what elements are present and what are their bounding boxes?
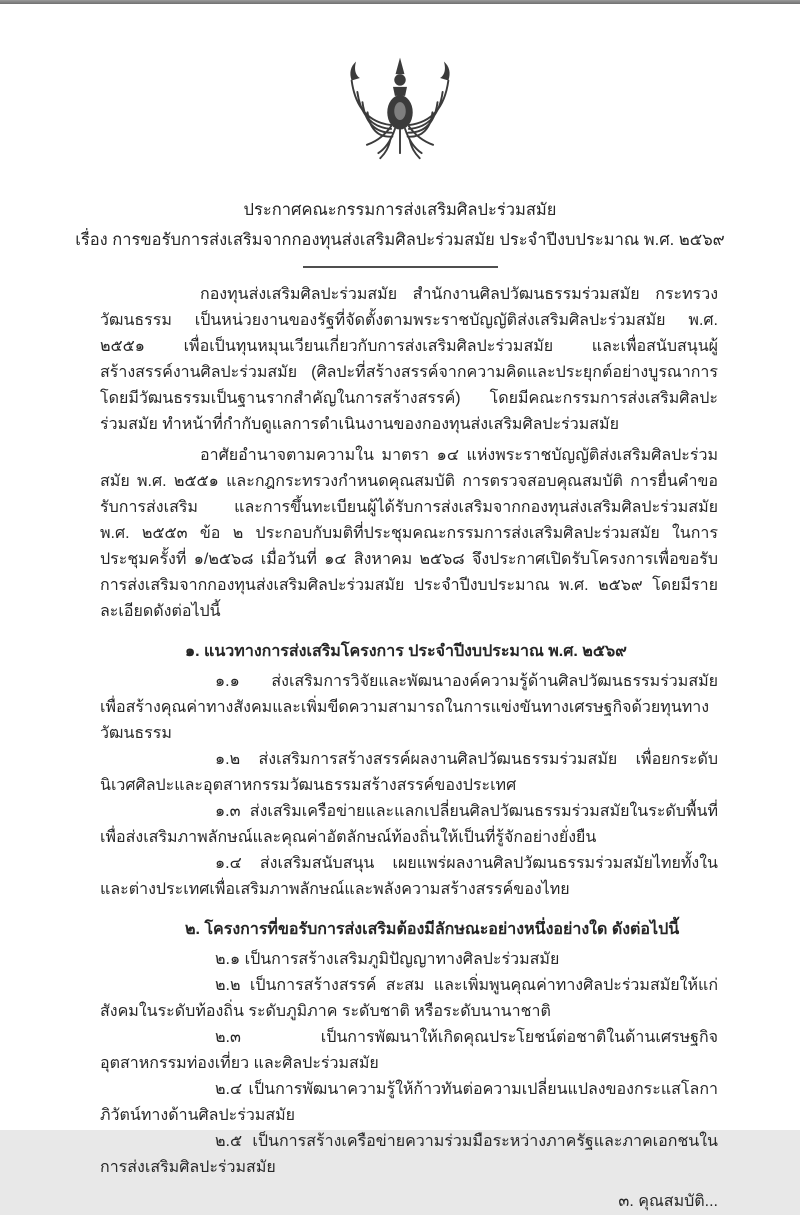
- section-2-heading: ๒. โครงการที่ขอรับการส่งเสริมต้องมีลักษณะอย่างหนึ่งอย่างใด ดังต่อไปนี้: [185, 921, 680, 938]
- section-1-item-1: ๑.๑ ส่งเสริมการวิจัยและพัฒนาองค์ความรู้ด้านศิลปวัฒนธรรมร่วมสมัย เพื่อสร้างคุณค่าทางสังคมและเพิ่มขีดความสามารถในการแข่งขันทางเศรษฐกิจด้วยทุนทางวัฒนธรรม: [100, 673, 718, 742]
- paragraph-authority: อาศัยอำนาจตามความใน มาตรา ๑๔ แห่งพระราชบัญญัติส่งเสริมศิลปะร่วมสมัย พ.ศ. ๒๕๕๑ และกฎกระทรวงกำหนดคุณสมบัติ การตรวจสอบคุณสมบัติ การยื่นคำขอรับการส่งเสริม และการขึ้นทะเบียนผู้ได้รับการส่งเสริมจากกองทุนส่งเสริมศิลปะร่วมสมัย พ.ศ. ๒๕๕๓ ข้อ ๒ ประกอบกับมติที่ประชุมคณะกรรมการส่งเสริมศิลปะร่วมสมัย ในการประชุมครั้งที่ ๑/๒๕๖๘ เมื่อวันที่ ๑๔ สิงหาคม ๒๕๖๘ จึงประกาศเปิดรับโครงการเพื่อขอรับการส่งเสริมจากกองทุนส่งเสริมศิลปะร่วมสมัย ประจำปีงบประมาณ พ.ศ. ๒๕๖๙ โดยมีรายละเอียดดังต่อไปนี้: [100, 447, 718, 620]
- section-2-item-4: ๒.๔ เป็นการพัฒนาความรู้ให้ก้าวทันต่อความเปลี่ยนแปลงของกระแสโลกาภิวัตน์ทางด้านศิลปะร่วมสมัย: [100, 1081, 718, 1124]
- announcement-title: ประกาศคณะกรรมการส่งเสริมศิลปะร่วมสมัย: [243, 201, 557, 219]
- section-1-item-2: ๑.๒ ส่งเสริมการสร้างสรรค์ผลงานศิลปวัฒนธรรมร่วมสมัย เพื่อยกระดับนิเวศศิลปะและอุตสาหกรรมวัฒนธรรมสร้างสรรค์ของประเทศ: [100, 751, 718, 794]
- section-2-item-3: ๒.๓ เป็นการพัฒนาให้เกิดคุณประโยชน์ต่อชาติในด้านเศรษฐกิจ อุตสาหกรรมท่องเที่ยว และศิลปะร่วมสมัย: [100, 1029, 718, 1072]
- section-2-item-1: ๒.๑ เป็นการสร้างเสริมภูมิปัญญาทางศิลปะร่วมสมัย: [215, 951, 560, 968]
- subject-line: เรื่อง การขอรับการส่งเสริมจากกองทุนส่งเสริมศิลปะร่วมสมัย ประจำปีงบประมาณ พ.ศ. ๒๕๖๙: [75, 231, 725, 249]
- section-2-item-2: ๒.๒ เป็นการสร้างสรรค์ สะสม และเพิ่มพูนคุณค่าทางศิลปะร่วมสมัยให้แก่สังคมในระดับท้องถิ่น ระดับภูมิภาค ระดับชาติ หรือระดับนานาชาติ: [100, 977, 718, 1020]
- section-1-item-3: ๑.๓ ส่งเสริมเครือข่ายและแลกเปลี่ยนศิลปวัฒนธรรมร่วมสมัยในระดับพื้นที่ เพื่อส่งเสริมภาพลักษณ์และคุณค่าอัตลักษณ์ท้องถิ่นให้เป็นที่รู้จักอย่างยั่งยืน: [100, 803, 718, 846]
- scan-edge-artifact: [0, 0, 800, 4]
- page-continuation-marker: ๓. คุณสมบัติ...: [618, 1193, 718, 1210]
- section-2-item-5: ๒.๕ เป็นการสร้างเครือข่ายความร่วมมือระหว่างภาครัฐและภาคเอกชนในการส่งเสริมศิลปะร่วมสมัย: [100, 1133, 718, 1176]
- document-header: [0, 195, 800, 255]
- garuda-emblem-icon: [330, 56, 470, 184]
- paragraph-preamble: กองทุนส่งเสริมศิลปะร่วมสมัย สำนักงานศิลปวัฒนธรรมร่วมสมัย กระทรวงวัฒนธรรม เป็นหน่วยงานของรัฐที่จัดตั้งตามพระราชบัญญัติส่งเสริมศิลปะร่วมสมัย พ.ศ. ๒๕๕๑ เพื่อเป็นทุนหมุนเวียนเกี่ยวกับการส่งเสริมศิลปะร่วมสมัย และเพื่อสนับสนุนผู้สร้างสรรค์งานศิลปะร่วมสมัย (ศิลปะที่สร้างสรรค์จากความคิดและประยุกต์อย่างบูรณาการ โดยมีวัฒนธรรมเป็นฐานรากสำคัญในการสร้างสรรค์) โดยมีคณะกรรมการส่งเสริมศิลปะร่วมสมัย ทำหน้าที่กำกับดูแลการดำเนินงานของกองทุนส่งเสริมศิลปะร่วมสมัย: [100, 286, 718, 433]
- section-1-item-4: ๑.๔ ส่งเสริมสนับสนุน เผยแพร่ผลงานศิลปวัฒนธรรมร่วมสมัยไทยทั้งในและต่างประเทศเพื่อเสริมภาพลักษณ์และพลังความสร้างสรรค์ของไทย: [100, 855, 718, 898]
- document-body: [0, 268, 800, 1215]
- section-1-heading: ๑. แนวทางการส่งเสริมโครงการ ประจำปีงบประมาณ พ.ศ. ๒๕๖๙: [185, 643, 627, 660]
- emblem-container: [0, 0, 800, 189]
